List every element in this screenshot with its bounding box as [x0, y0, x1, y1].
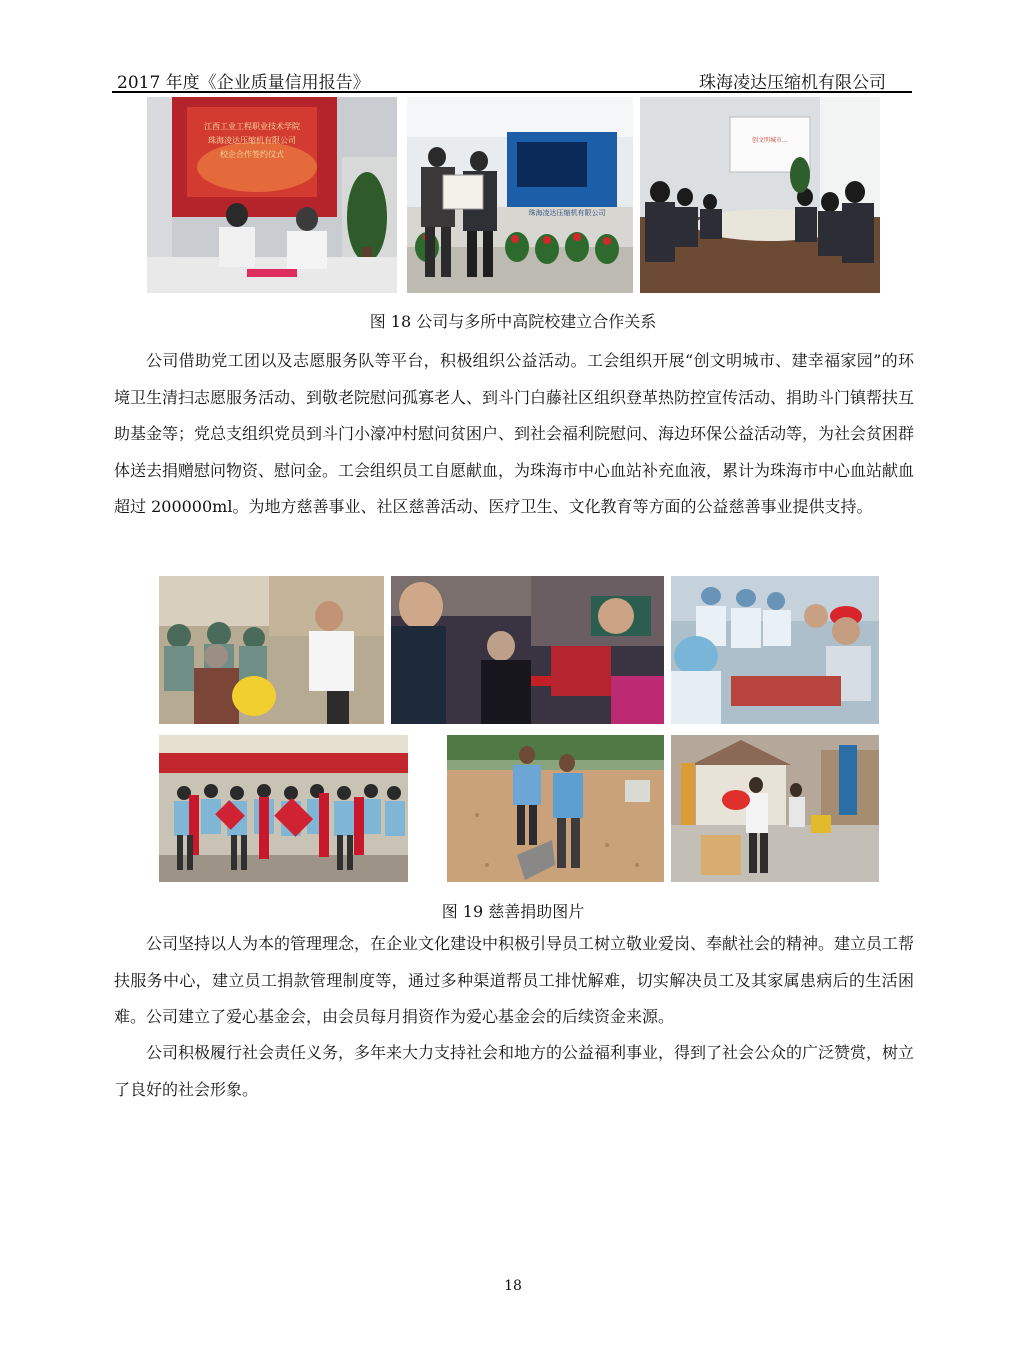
photo-signing-ceremony: [147, 97, 397, 293]
figure18-caption: 图 18 公司与多所中高院校建立合作关系: [369, 312, 657, 331]
photo-plaque-presentation: [407, 97, 633, 293]
photo-meeting-room: [640, 97, 880, 293]
header-report-title: 2017 年度《企业质量信用报告》: [117, 73, 370, 93]
photo-blood-donation: [671, 576, 879, 724]
photo-elderly-woman-gift: [391, 576, 664, 724]
figure19-caption: 图 19 慈善捐助图片: [441, 902, 585, 921]
paragraph-social-responsibility: 公司积极履行社会责任义务，多年来大力支持社会和地方的公益福利事业，得到了社会公众的广泛赞赏，树立了良好的社会形象。: [114, 1043, 915, 1099]
photo-elderly-visit: [159, 576, 384, 724]
svg-text:创文明城市…: 创文明城市…: [751, 137, 789, 144]
svg-text:珠海凌达压缩机有限公司: 珠海凌达压缩机有限公司: [528, 209, 606, 217]
photo-couplets-volunteers: [159, 735, 408, 882]
photo-welfare-delivery: [671, 735, 879, 882]
paragraph-employee-care: 公司坚持以人为本的管理理念，在企业文化建设中积极引导员工树立敬业爱岗、奉献社会的精神。建立员工帮扶服务中心，建立员工捐款管理制度等，通过多种渠道帮员工排忧解难，切实解决员工及其家属患病后的生活困难。公司建立了爱心基金会，由会员每月捐资作为爱心基金会的后续资金来源。: [114, 934, 915, 1026]
header-company-name: 珠海凌达压缩机有限公司: [699, 73, 886, 93]
svg-text:校企合作签约仪式: 校企合作签约仪式: [220, 150, 284, 159]
svg-text:江西工业工程职业技术学院: 江西工业工程职业技术学院: [204, 122, 300, 131]
page-number: 18: [504, 1278, 522, 1294]
paragraph-charity-activities: 公司借助党工团以及志愿服务队等平台，积极组织公益活动。工会组织开展“创文明城市、建幸福家园”的环境卫生清扫志愿服务活动、到敬老院慰问孤寡老人、到斗门白藤社区组织登革热防控宣传活动、捐助斗门镇帮扶互助基金等；党总支组织党员到斗门小濠冲村慰问贫困户、到社会福利院慰问、海边环保公益活动等，为社会贫困群体送去捐赠慰问物资、慰问金。工会组织员工自愿献血，为珠海市中心血站补充血液，累计为珠海市中心血站献血超过 200000ml。为地方慈善事业、社区慈善活动、医疗卫生、文化教育等方面的公益慈善事业提供支持。: [114, 351, 915, 516]
photo-beach-cleanup: [447, 735, 664, 882]
svg-text:珠海凌达压缩机有限公司: 珠海凌达压缩机有限公司: [208, 136, 296, 145]
header-rule: [112, 91, 912, 93]
